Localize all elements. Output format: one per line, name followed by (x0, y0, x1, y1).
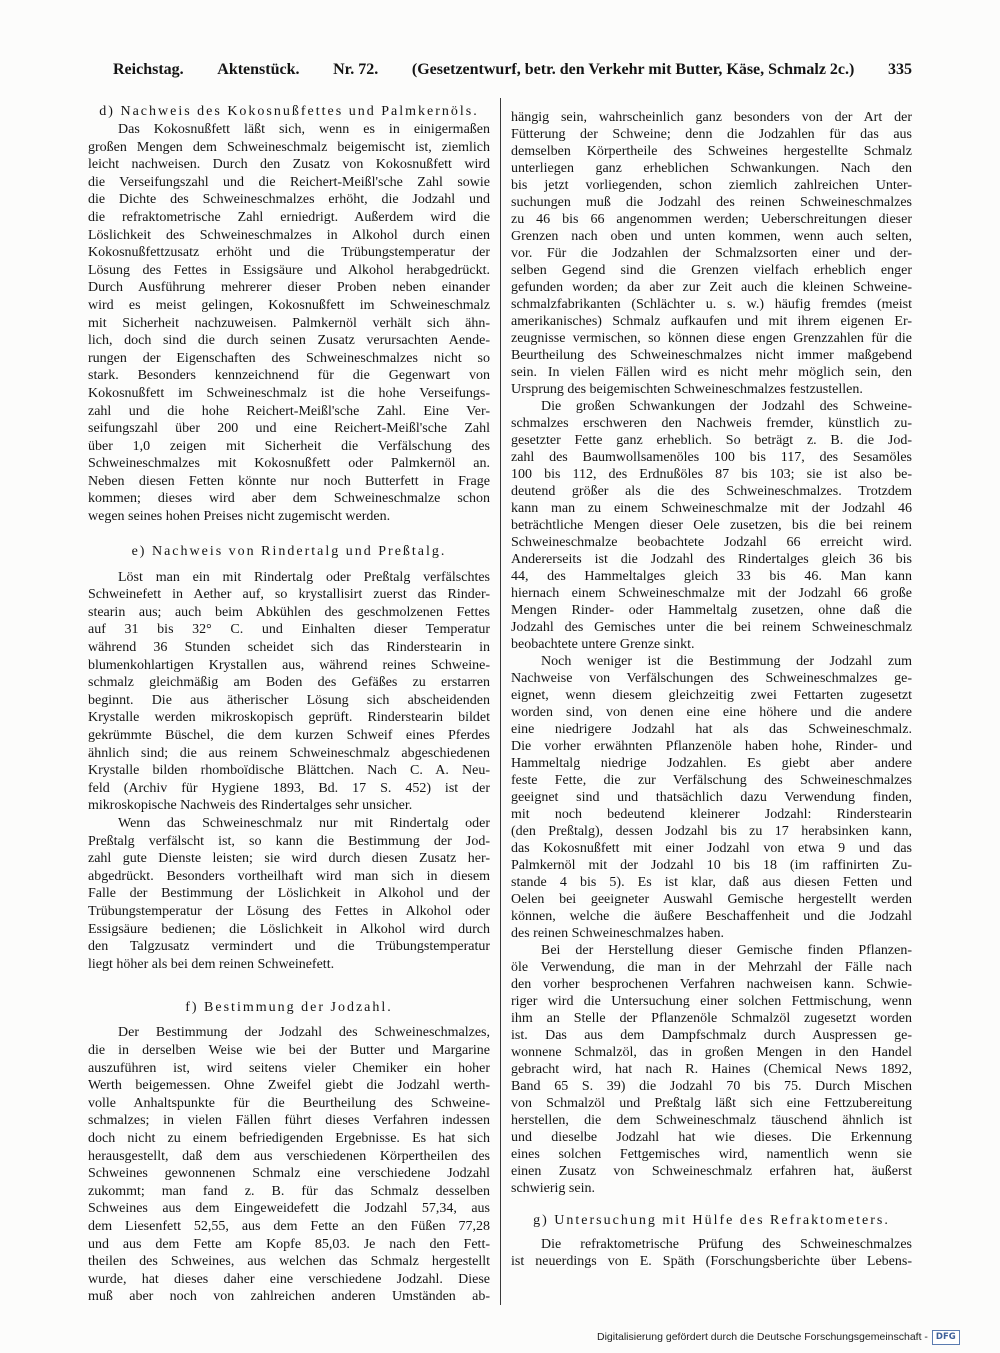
text-line: muß aber noch von zahlreichen anderen Umständen ab- (88, 1289, 490, 1305)
text-line: Beurtheilung des Schweineschmalzes nicht immer maßgebend (511, 347, 912, 363)
header-aktenstueck: Aktenstück. (217, 61, 300, 78)
text-line: Mengen Rinder- oder Hammeltalg zusetzen, ohne daß die (511, 602, 912, 618)
text-line: Bei der Herstellung dieser Gemische finden Pflanzen- (541, 942, 912, 958)
text-line: Andererseits ist die Jodzahl des Rindertalges gleich 36 bis (511, 551, 912, 567)
section (88, 103, 490, 526)
text-line: Schweines aus dem Eingeweidefett die Jodzahl 57,34, aus (88, 1201, 490, 1217)
text-line: mit Sicherheit nachzuweisen. Palmkernöl verhält sich ähn- (88, 315, 490, 331)
paragraph (88, 569, 490, 815)
text-line: Lösung des Fettes in Essigsäure und Alkohol herabgedrückt. (88, 262, 490, 278)
text-line: blumenkohlartigen Krystallen aus, während reines Schweine- (88, 657, 490, 673)
text-line: schmalz gleichmäßig am Boden des Gefäßes zu erstarren (88, 675, 490, 691)
text-line: die refraktometrische Zahl erniedrigt. Außerdem wird die (88, 209, 490, 225)
text-line: schwierig sein. (511, 1180, 595, 1196)
text-line: Fütterung der Schweine; denn die Jodzahlen für das aus (511, 126, 912, 142)
text-line: Schweinefett in Aether auf, so krystallisirt zuerst das Rinder- (88, 587, 490, 603)
text-line: Durch Ausführung mehrerer dieser Proben neben einander (88, 280, 490, 296)
text-line: doch nicht zu einem befriedigenden Ergebnisse. Es hat sich (88, 1131, 490, 1147)
text-line: worden sind, von denen eine eine höhere und die andere (511, 704, 912, 720)
dfg-logo-icon: DFG (932, 1330, 960, 1345)
text-line: Oelen bei geeigneter Auswahl Gemische hergestellt werden (511, 891, 912, 907)
text-line: Wenn das Schweineschmalz nur mit Rindertalg oder (118, 815, 490, 831)
text-line: Der Bestimmung der Jodzahl des Schweineschmalzes, (118, 1025, 490, 1041)
text-line: und aus dem Fette am Kopfe 85,03. Je nach den Fett- (88, 1236, 490, 1252)
header-reichstag: Reichstag. (113, 61, 184, 78)
text-line: Schweineschmalze beobachtete Jodzahl 66 erreicht wird. (511, 534, 912, 550)
text-line: amerikanisches) Schmalz aufkaufen und mit ihrem eigenen Er- (511, 313, 912, 329)
header-title: (Gesetzentwurf, betr. den Verkehr mit Butter, Käse, Schmalz 2c.) (411, 61, 855, 78)
text-line: stearin aus; auch beim Abkühlen des geschmolzenen Fettes (88, 604, 490, 620)
text-line: über 1,0 zeigen mit Sicherheit die Verfälschung des (88, 438, 490, 454)
text-line: wurde, hat dieses daher eine verschiedene Jodzahl. Diese (88, 1271, 490, 1287)
text-line: Das Kokosnußfett läßt sich, wenn es in einigermaßen (118, 122, 490, 137)
text-line: Jodzahl des Gemisches unter die bei reinem Schweineschmalz (511, 619, 912, 635)
text-line: abgedrückt. Besonders vortheilhaft wird man sich in diesem (88, 868, 490, 884)
text-line: hängig sein, wahrscheinlich ganz besonders von der Art der (511, 109, 912, 125)
text-line: hiernach einem Schweineschmalze mit der Jodzahl 66 große (511, 585, 912, 601)
text-line: einen Zusatz von Schweineschmalz erfahren hat, äußerst (511, 1163, 912, 1179)
right-column (511, 109, 912, 1270)
text-line: öle Verwendung, die man in der Mehrzahl der Fälle nach (511, 959, 912, 975)
text-line: Hammeltalg niedrige Jodzahlen. Es giebt aber andere (511, 755, 912, 771)
paragraph (511, 1236, 912, 1270)
text-line: gefunden worden; da aber zur Zeit auch die kleinen Schweine- (511, 279, 912, 295)
text-line: wird es meist gelingen, Kokosnußfett im Schweineschmalz (88, 297, 490, 313)
text-line: riger wird die Untersuchung einer solchen Fettmischung, wenn (511, 993, 912, 1009)
text-line: ihm an Stelle der Pflanzenöle Schmalzöl zugesetzt worden (511, 1010, 912, 1026)
text-line: das Kokosnußfett mit einer Jodzahl von etwa 9 und das (511, 840, 912, 856)
text-line: die in derselben Weise wie bei der Butter und Margarine (88, 1043, 490, 1059)
text-line: leicht nachweisen. Durch den Zusatz von Kokosnußfett wird (88, 157, 490, 173)
column-divider (500, 98, 501, 1305)
text-line: feld (Archiv für Hygiene 1893, Bd. 17 S. 452) ist der (88, 780, 490, 796)
digitization-footer (597, 1329, 960, 1345)
text-line: auszuführen ist, wird seitens vieler Chemiker ein hoher (88, 1060, 490, 1076)
text-line: Preßtalg verfälscht ist, so kann die Bestimmung der Jod- (88, 833, 490, 849)
text-line: Trübungstemperatur der Lösung des Fettes in Alkohol oder (88, 903, 490, 919)
text-line: zeugnisse vermischen, so können diese engen Grenzzahlen für die (511, 330, 912, 346)
text-line: schmalzfabrikanten (Schlächter u. s. w.) häufig fremdes (meist (511, 296, 912, 312)
text-line: stande 4 bis 5). Es ist klar, daß aus diesen Fetten und (511, 874, 912, 890)
text-line: Die vorher erwähnten Pflanzenöle haben hohe, Rinder- und (511, 738, 912, 754)
paragraph (88, 815, 490, 973)
text-line: zahl und die hohe Reichert-Meißl'sche Zahl. Eine Ver- (88, 403, 490, 419)
section (88, 999, 490, 1306)
page-number: 335 (887, 61, 912, 78)
text-line: kommen; dieses wird aber dem Schweineschmalze schon (88, 491, 490, 507)
text-line: Die refraktometrische Prüfung des Schweineschmalzes (541, 1236, 912, 1252)
text-line: Kokosnußfett im Schweineschmalz ist die hohe Verseifungs- (88, 385, 490, 401)
text-line: Werth beigemessen. Ohne Zweifel giebt die Jodzahl werth- (88, 1078, 490, 1094)
text-line: herstellen, die dem Schweineschmalz täuschend ähnlich ist (511, 1112, 912, 1128)
text-line: rungen der Eigenschaften des Schweineschmalzes nicht so (88, 350, 490, 366)
text-line: den Talgzusatz vermindert und die Trübungstemperatur (88, 939, 490, 955)
text-line: Band 65 S. 39) die Jodzahl 70 bis 75. Durch Mischen (511, 1078, 912, 1094)
text-line: selben Gegend sind die Grenzen vielfach erheblich enger (511, 262, 912, 278)
text-line: wonnene Schmalzöl, das in großen Mengen in den Handel (511, 1044, 912, 1060)
text-line: beträchtliche Mengen dieser Oele zusetzen, bis die bei reinem (511, 517, 912, 533)
text-line: Nachweise von Verfälschungen des Schweineschmalzes ge- (511, 670, 912, 686)
text-line: mikroskopische Nachweis des Rindertalges sehr unsicher. (88, 798, 413, 814)
text-line: die Dichte des Schweineschmalzes erhöht, die Jodzahl und (88, 192, 490, 208)
paragraph (511, 942, 912, 1197)
text-line: stark. Besonders kennzeichnend für die Gegenwart von (88, 368, 490, 384)
text-line: volle Anhaltspunkte für die Beurtheilung des Schweine- (88, 1095, 490, 1111)
text-line: Die großen Schwankungen der Jodzahl des Schweine- (541, 398, 912, 414)
text-line: demselben Körpertheile des Schweines hergestellte Schmalz (511, 143, 912, 159)
text-line: schmalzes; in vielen Fällen führt dieses Verfahren indessen (88, 1113, 490, 1129)
paragraph (88, 121, 490, 526)
text-line: bis jetzt vorliegenden, schon ziemlich zahlreichen Unter- (511, 177, 912, 193)
text-line: ähnlich sind; die aus reinem Schweineschmalz abgeschiedenen (88, 745, 490, 761)
text-line: gekrümmte Büschel, die dem kurzen Schweif eines Pferdes (88, 727, 490, 743)
text-line: eine niedrigere Jodzahl hat als das Schweineschmalz. (511, 721, 912, 737)
text-line: Schweines gewonnenen Schmalz eine verschiedene Jodzahl (88, 1166, 490, 1182)
section-heading: g) Untersuchung mit Hülfe des Refraktometers. (533, 1212, 890, 1228)
text-line: theilen des Schweines, aus welchen das Schmalz hergestellt (88, 1254, 490, 1270)
text-line: schmalzes erschweren den Nachweis fremder, künstlich zu- (511, 415, 912, 431)
paragraph (511, 398, 912, 653)
text-line: dem Liesenfett 52,55, aus dem Fette an den Füßen 77,28 (88, 1219, 490, 1235)
text-line: liegt höher als bei dem reinen Schweinefett. (88, 956, 335, 972)
section-heading: e) Nachweis von Rindertalg und Preßtalg. (131, 544, 447, 560)
text-line: zukommt; man fand z. B. für das Schmalz desselben (88, 1183, 490, 1199)
text-line: Krystalle werden mikroskopisch geprüft. Rinderstearin bildet (88, 710, 490, 726)
text-line: können, welche die äußere Beschaffenheit und die Jodzahl (511, 908, 912, 924)
text-line: von Schmalzöl und Preßtalg läßt sich eine Fettzubereitung (511, 1095, 912, 1111)
section-heading: d) Nachweis des Kokosnußfettes und Palmkernöls. (99, 104, 479, 119)
text-line: (den Preßtalg), dessen Jodzahl bis zu 17 herabsinken kann, (511, 823, 912, 839)
text-line: großen Mengen dem Schweineschmalz beigemischt ist, ziemlich (88, 139, 490, 155)
text-line: zu 46 bis 66 angenommen werden; Ueberschreitungen dieser (511, 211, 912, 227)
paragraph (511, 109, 912, 398)
text-line: Ursprung des beigemischten Schweineschmalzes festzustellen. (511, 381, 863, 397)
paragraph (511, 653, 912, 942)
section (88, 543, 490, 973)
text-line: feste Fette, die zur Verfälschung des Schweineschmalzes (511, 772, 912, 788)
text-line: eignet, wenn diesem gleichzeitig zwei Fettarten zugesetzt (511, 687, 912, 703)
text-line: gesetzter Fette ganz erheblich. So beträgt z. B. die Jod- (511, 432, 912, 448)
section (511, 109, 912, 1197)
text-line: beobachtete untere Grenze sinkt. (511, 636, 695, 652)
text-line: lich, doch sind die durch seinen Zusatz verursachten Aende- (88, 333, 490, 349)
left-column (88, 103, 490, 1306)
text-line: herausgestellt, daß dem aus verschiedenen Körpertheilen des (88, 1148, 490, 1164)
text-line: die Verseifungszahl und die Reichert-Meißl'sche Zahl sowie (88, 174, 490, 190)
text-line: Kokosnußfettzusatz erhöht und die Trübungstemperatur der (88, 245, 490, 261)
text-line: Falle der Bestimmung der Löslichkeit in Alkohol und der (88, 886, 490, 902)
text-line: seifungszahl über 200 und eine Reichert-Meißl'sche Zahl (88, 421, 490, 437)
text-line: geeignet sind und thatsächlich dazu Verwendung finden, (511, 789, 912, 805)
text-line: auf 31 bis 32° C. und Einhalten dieser Temperatur (88, 622, 490, 638)
text-line: zahl gute Dienste leisten; sie wird durch diesen Zusatz her- (88, 851, 490, 867)
text-line: suchungen muß die Jodzahl des reinen Schweineschmalzes (511, 194, 912, 210)
text-line: den vorher besprochenen Verfahren nachweisen kann. Schwie- (511, 976, 912, 992)
running-header (113, 61, 912, 83)
text-line: deutend größer als die des Schweineschmalzes. Trotzdem (511, 483, 912, 499)
text-line: Löst man ein mit Rindertalg oder Preßtalg verfälschtes (118, 569, 490, 585)
text-line: Noch weniger ist die Bestimmung der Jodzahl zum (541, 653, 912, 669)
text-line: gebracht wird, hat nach R. Haines (Chemical News 1892, (511, 1061, 912, 1077)
text-line: mit noch bedeutend kleinerer Jodzahl: Rinderstearin (511, 806, 912, 822)
text-line: vor. Für die Jodzahlen der Schmalzsorten einer und der- (511, 245, 912, 261)
text-line: Grenzen nach oben und unten kommen, wenn auch selten, (511, 228, 912, 244)
text-line: unterliegen ganz erheblichen Schwankungen. Nach den (511, 160, 912, 176)
text-line: 44, des Hammeltalges gleich 33 bis 46. Man kann (511, 568, 912, 584)
section (511, 1212, 912, 1270)
text-line: während 36 Stunden scheidet sich das Rinderstearin in (88, 640, 490, 656)
text-line: Neben diesen Fetten könnte nur noch Butterfett in Frage (88, 473, 490, 489)
text-line: sein. In vielen Fällen wird es nicht mehr möglich sein, den (511, 364, 912, 380)
text-line: und dieselbe Jodzahl hat wie dieses. Die Erkennung (511, 1129, 912, 1145)
text-line: kann man zu einem Schweineschmalze mit der Jodzahl 46 (511, 500, 912, 516)
text-line: ist. Das aus dem Dampfschmalz durch Auspressen ge- (511, 1027, 912, 1043)
footer-text: Digitalisierung gefördert durch die Deutsche Forschungsgemeinschaft - (597, 1331, 928, 1343)
text-line: zahl des Baumwollsamenöles 100 bis 117, des Sesamöles (511, 449, 912, 465)
text-line: Krystalle bilden rhomboïdische Blättchen. Nach C. A. Neu- (88, 763, 490, 779)
header-number: Nr. 72. (333, 61, 379, 78)
text-line: Löslichkeit des Schweineschmalzes in Alkohol durch einen (88, 227, 490, 243)
text-line: des reinen Schweineschmalzes haben. (511, 925, 725, 941)
text-line: ist neuerdings von E. Späth (Forschungsberichte über Lebens- (511, 1253, 912, 1269)
text-line: Essigsäure bedienen; die Löslichkeit in Alkohol wird durch (88, 921, 490, 937)
text-line: wegen seines hohen Preises nicht zugemischt werden. (88, 509, 391, 525)
text-line: Palmkernöl mit der Jodzahl 10 bis 18 (im raffinirten Zu- (511, 857, 912, 873)
section-heading: f) Bestimmung der Jodzahl. (185, 999, 393, 1015)
text-line: eines solchen Fettgemisches wird, namentlich wenn sie (511, 1146, 912, 1162)
text-line: 100 bis 112, des Erdnußöles 87 bis 103; sie ist also be- (511, 466, 912, 482)
text-line: beginnt. Die aus ätherischer Lösung sich abscheidenden (88, 692, 490, 708)
text-line: Schweineschmalzes mit Kokosnußfett oder Palmkernöl an. (88, 456, 490, 472)
paragraph (88, 1024, 490, 1306)
